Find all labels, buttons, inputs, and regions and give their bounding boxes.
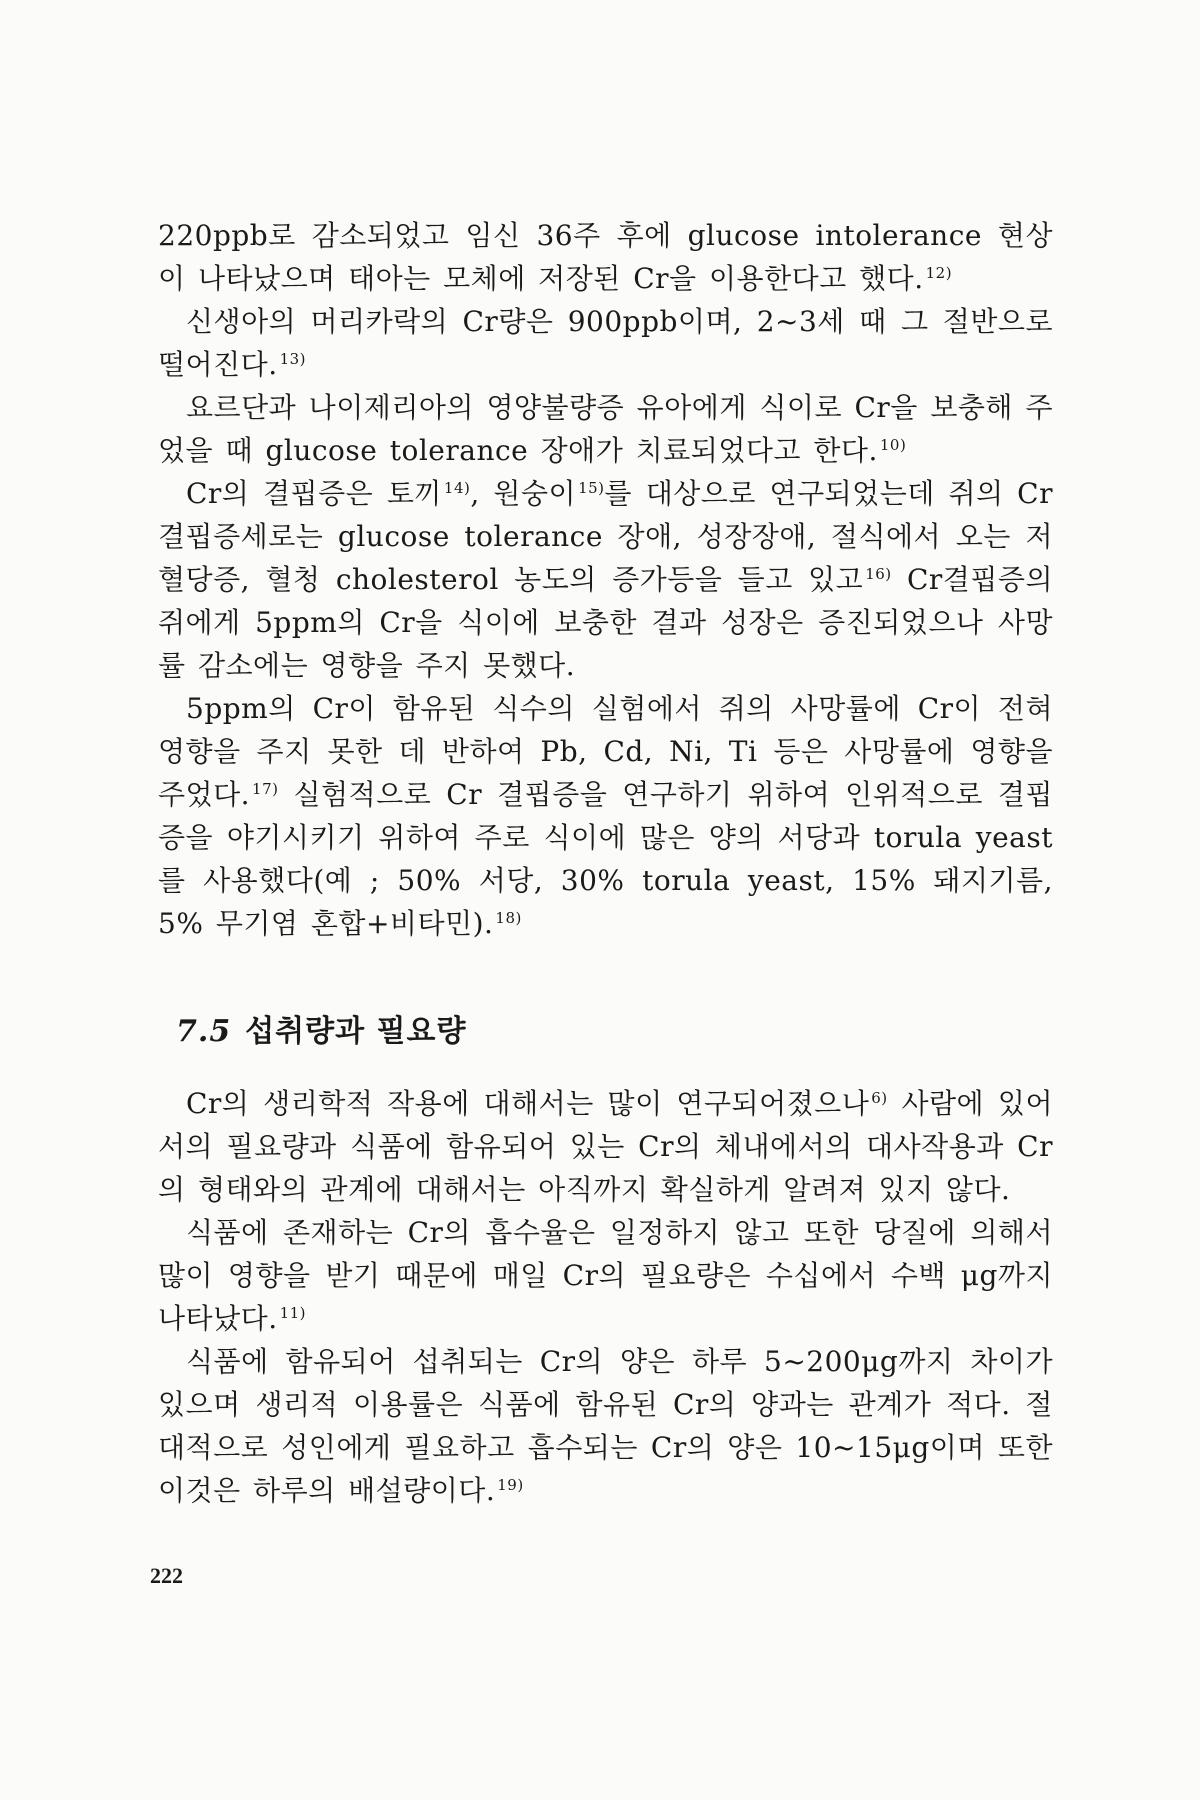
paragraph <box>158 472 1053 687</box>
paragraph <box>158 300 1053 386</box>
paragraph <box>158 386 1053 472</box>
section-heading <box>176 1006 467 1050</box>
paragraph <box>158 214 1053 300</box>
paragraph-text: 사람에 있어서의 필요량과 식품에 함유되어 있는 Cr의 체내에서의 대사작용과 Cr의 형태와의 관계에 대해서는 아직까지 확실하게 알려져 있지 않다. <box>158 1087 1053 1206</box>
section-title-text: 섭취량과 필요량 <box>245 1014 467 1049</box>
paragraph-text: 식품에 함유되어 섭취되는 Cr의 양은 하루 5~200μg까지 차이가 있으며 생리적 이용률은 식품에 함유된 Cr의 양과는 관계가 적다. 절대적으로 성인에게 필요하고 흡수되는 Cr의 양은 10~15μg이며 또한 이것은 하루의 배설량이다. <box>158 1345 1053 1507</box>
paragraph-text: Cr결핍증의 쥐에게 5ppm의 Cr을 식이에 보충한 결과 성장은 증진되었으나 사망률 감소에는 영향을 주지 못했다. <box>158 563 1053 682</box>
paragraph-text: 식품에 존재하는 Cr의 흡수율은 일정하지 않고 또한 당질에 의해서 많이 영향을 받기 때문에 매일 Cr의 필요량은 수십에서 수백 μg까지 나타났다. <box>158 1216 1053 1335</box>
paragraph <box>158 687 1053 945</box>
footnote-reference: 12) <box>925 263 953 282</box>
paragraph-text: 220ppb로 감소되었고 임신 36주 후에 glucose intolerance 현상이 나타났으며 태아는 모체에 저장된 Cr을 이용한다고 했다. <box>158 219 1053 295</box>
footnote-reference: 16) <box>865 564 892 583</box>
footnote-reference: 19) <box>497 1475 524 1494</box>
paragraph <box>158 1340 1053 1512</box>
footnote-reference: 17) <box>252 779 279 798</box>
paragraph-text: Cr의 결핍증은 토끼 <box>186 477 442 510</box>
page-number: 222 <box>150 1563 183 1588</box>
paragraph-text: 요르단과 나이제리아의 영양불량증 유아에게 식이로 Cr을 보충해 주었을 때 glucose tolerance 장애가 치료되었다고 한다. <box>158 391 1053 467</box>
paragraph-text: Cr의 생리학적 작용에 대해서는 많이 연구되어졌으나 <box>186 1087 870 1120</box>
section-number: 7.5 <box>176 1014 232 1049</box>
paragraph-text: 를 대상으로 연구되었는데 쥐의 Cr 결핍증세로는 glucose tolerance 장애, 성장장애, 절식에서 오는 저혈당증, 혈청 cholesterol 농도의 증가등을 들고 있고 <box>158 477 1053 596</box>
footnote-reference: 18) <box>495 908 522 927</box>
footnote-reference: 14) <box>443 478 471 497</box>
footnote-reference: 11) <box>279 1303 307 1322</box>
footnote-reference: 10) <box>879 435 907 454</box>
footnote-reference: 6) <box>871 1088 888 1107</box>
footnote-reference: 15) <box>578 478 605 497</box>
paragraph-text: 실험적으로 Cr 결핍증을 연구하기 위하여 인위적으로 결핍증을 야기시키기 위하여 주로 식이에 많은 양의 서당과 torula yeast를 사용했다(예 ; 50% 서당, 30% torula yeast, 15% 돼지기름, 5% 무기염 혼합+비타민). <box>158 778 1053 940</box>
body-text-top <box>158 214 1053 945</box>
paragraph <box>158 1211 1053 1340</box>
paragraph-text: , 원숭이 <box>470 477 577 510</box>
paragraph <box>158 1082 1053 1211</box>
footnote-reference: 13) <box>279 349 307 368</box>
paragraph-text: 5ppm의 Cr이 함유된 식수의 실험에서 쥐의 사망률에 Cr이 전혀 영향을 주지 못한 데 반하여 Pb, Cd, Ni, Ti 등은 사망률에 영향을 주었다. <box>158 692 1053 811</box>
paragraph-text: 신생아의 머리카락의 Cr량은 900ppb이며, 2~3세 때 그 절반으로 떨어진다. <box>158 305 1053 381</box>
body-text-bottom <box>158 1082 1053 1512</box>
